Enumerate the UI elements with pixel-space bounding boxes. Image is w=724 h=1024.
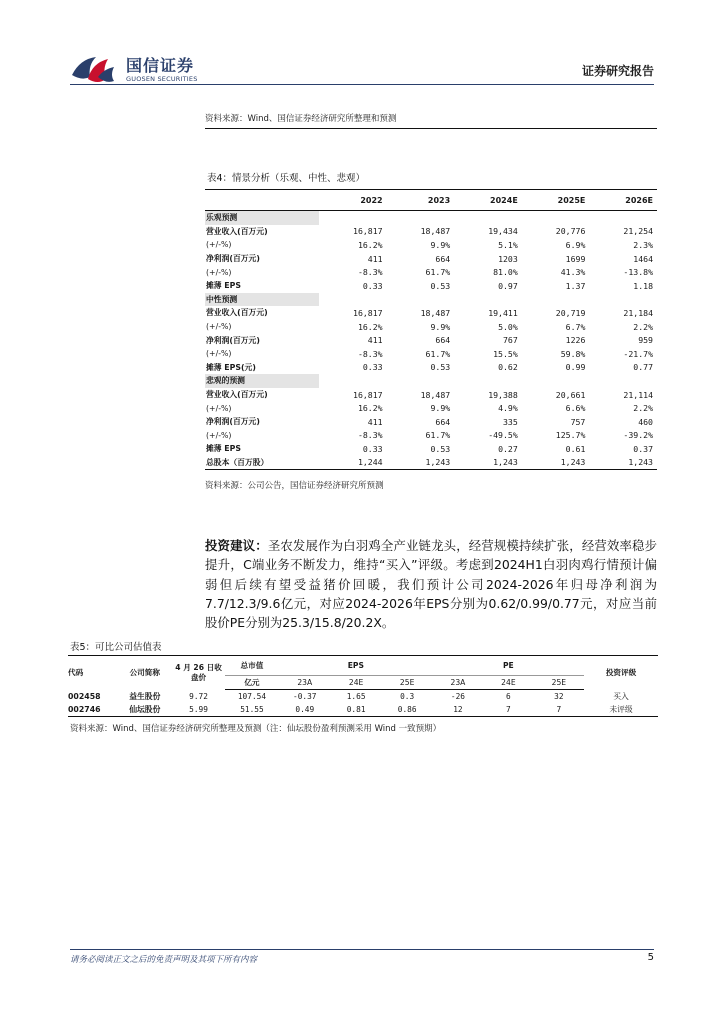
cell-mcap: 51.55: [225, 703, 279, 717]
row-value: 41.3%: [560, 267, 586, 278]
cell-pe: 6: [506, 692, 511, 701]
section-filler: [522, 374, 590, 388]
cell-price: 9.72: [189, 691, 208, 701]
cell-eps: -0.37: [293, 692, 317, 701]
row-value: 16.2%: [357, 403, 383, 414]
row-value: 2.2%: [633, 403, 653, 414]
section-filler: [387, 374, 455, 388]
row-label: 摊薄 EPS: [206, 281, 241, 291]
table-row: [205, 320, 657, 334]
row-label: 摊薄 EPS(元): [206, 362, 256, 372]
row-value: 61.7%: [425, 267, 451, 278]
section-filler: [454, 211, 522, 225]
row-value: 19,434: [488, 226, 518, 237]
row-value: -49.5%: [488, 430, 518, 441]
row-value: -8.3%: [357, 430, 383, 441]
table-row: [205, 415, 657, 429]
section-filler: [589, 293, 657, 307]
table-header-row: [68, 656, 658, 676]
row-value: 1464: [633, 253, 653, 264]
header-pe-year: 25E: [534, 676, 584, 690]
table4-source: 资料来源：公司公告，国信证券经济研究所预测: [205, 481, 384, 491]
cell-mcap: 107.54: [237, 692, 267, 701]
row-value: 2.2%: [633, 321, 653, 332]
table-row: [205, 347, 657, 361]
row-value: 1.37: [565, 280, 586, 291]
row-label: (+/-%): [206, 430, 232, 440]
row-label: (+/-%): [206, 349, 232, 359]
header-pe: PE: [433, 656, 584, 676]
row-value: 20,776: [555, 226, 586, 237]
header-pe-year: 23A: [433, 676, 484, 690]
row-value: -21.7%: [623, 348, 653, 359]
cell-name: 仙坛股份: [117, 703, 172, 717]
row-value: 20,719: [555, 307, 586, 318]
logo-en-text: GUOSEN SECURITIES: [126, 75, 198, 83]
row-value: 18,487: [420, 307, 451, 318]
row-value: 0.37: [633, 443, 653, 454]
header-year: 2022: [319, 190, 387, 211]
section-filler: [387, 211, 455, 225]
cell-eps: 0.3: [400, 692, 415, 701]
investment-advice: [205, 536, 657, 632]
table-row: [205, 306, 657, 320]
row-value: 0.53: [430, 280, 451, 291]
row-value: 16.2%: [357, 321, 383, 332]
advice-text: 圣农发展作为白羽鸡全产业链龙头，经营规模持续扩张，经营效率稳步提升，C端业务不断发力，维持“买入”评级。考虑到2024H1白羽肉鸡行情预计偏弱但后续有望受益猪价回暖，我们预计公司2024-2026年归母净利润为7.7/12.3/9.6亿元，对应2024-2026年EPS分别为0.62/0.99/0.77元，对应当前股价PE分别为25.3/15.8/20.2X。: [205, 538, 658, 631]
table-row: [205, 225, 657, 239]
source-divider: [205, 128, 657, 129]
row-value: 664: [435, 253, 451, 264]
row-value: 664: [435, 335, 451, 346]
section-filler: [522, 293, 590, 307]
row-value: 20,661: [555, 389, 586, 400]
row-value: 5.0%: [498, 321, 518, 332]
header-rating: 投资评级: [584, 656, 658, 690]
row-value: 19,388: [488, 389, 518, 400]
row-value: 16,817: [353, 389, 383, 400]
row-value: 21,114: [623, 389, 653, 400]
table-row: [205, 252, 657, 266]
section-filler: [522, 211, 590, 225]
row-value: 0.33: [362, 362, 383, 373]
section-filler: [589, 374, 657, 388]
row-value: 6.9%: [565, 239, 586, 250]
row-value: 1,243: [589, 456, 657, 470]
row-value: 6.6%: [565, 403, 586, 414]
header-code: 代码: [68, 656, 117, 690]
row-value: 16,817: [353, 226, 383, 237]
row-value: 2.3%: [633, 239, 653, 250]
row-value: 1.18: [633, 280, 653, 291]
row-value: 411: [367, 335, 383, 346]
row-value: 59.8%: [560, 348, 586, 359]
header-name: 公司简称: [117, 656, 172, 690]
table5-source: 资料来源：Wind、国信证券经济研究所整理及预测（注：仙坛股份盈利预测采用 Wind 一致预期）: [70, 724, 442, 734]
row-label: (+/-%): [206, 322, 232, 332]
cell-name: 益生股份: [129, 691, 161, 701]
table-row: [68, 703, 658, 717]
row-value: 460: [638, 416, 653, 427]
table-row: [205, 442, 657, 456]
row-value: 18,487: [420, 226, 451, 237]
header-eps-year: 24E: [331, 676, 382, 690]
row-value: 1226: [565, 335, 586, 346]
row-value: 61.7%: [425, 348, 451, 359]
row-value: 1203: [498, 253, 518, 264]
table-row: [205, 388, 657, 402]
header-divider: [70, 84, 654, 85]
section-title: 乐观预测: [205, 211, 319, 225]
cell-pe: 7: [483, 703, 533, 717]
report-type: 证券研究报告: [581, 64, 654, 78]
cell-code: 002746: [68, 703, 117, 717]
cell-eps: 0.81: [331, 703, 382, 717]
row-value: -8.3%: [357, 267, 383, 278]
table-row: [205, 361, 657, 375]
row-value: 1,243: [454, 456, 522, 470]
section-filler: [454, 374, 522, 388]
row-value: 0.33: [362, 443, 383, 454]
row-label: 摊薄 EPS: [206, 444, 241, 454]
row-value: 1,243: [387, 456, 455, 470]
row-value: 1,244: [319, 456, 387, 470]
row-value: 5.1%: [498, 239, 518, 250]
table5-caption: 表5：可比公司估值表: [70, 642, 162, 653]
row-value: 0.99: [565, 362, 586, 373]
row-value: 0.53: [430, 443, 451, 454]
cell-pe: 32: [554, 692, 564, 701]
header-year: 2025E: [522, 190, 590, 211]
row-value: 664: [435, 416, 451, 427]
section-title: 中性预测: [205, 293, 319, 307]
row-value: 1,243: [522, 456, 590, 470]
cell-eps: 0.49: [279, 703, 331, 717]
row-value: -8.3%: [357, 348, 383, 359]
row-value: 61.7%: [425, 430, 451, 441]
cell-rating: 未评级: [584, 703, 658, 717]
row-value: 959: [638, 335, 653, 346]
header-eps-year: 23A: [279, 676, 331, 690]
header-year: 2024E: [454, 190, 522, 211]
logo-cn-text: 国信证券: [126, 56, 195, 75]
row-label: 营业收入(百万元): [206, 390, 268, 400]
row-label: (+/-%): [206, 267, 232, 277]
row-value: -39.2%: [623, 430, 653, 441]
header-eps-year: 25E: [382, 676, 433, 690]
footer-disclaimer: 请务必阅读正文之后的免责声明及其项下所有内容: [70, 955, 258, 965]
header-year: 2023: [387, 190, 455, 211]
row-value: 9.9%: [430, 403, 451, 414]
row-label: 总股本（百万股）: [205, 456, 319, 470]
row-value: 125.7%: [555, 430, 586, 441]
row-value: 21,184: [623, 307, 653, 318]
row-value: 0.62: [498, 362, 518, 373]
section-filler: [319, 211, 387, 225]
section-row: [205, 293, 657, 307]
table-row: [205, 265, 657, 279]
row-value: 0.33: [362, 280, 383, 291]
header-mcap: 总市值: [225, 656, 279, 676]
source-top: 资料来源：Wind、国信证券经济研究所整理和预测: [205, 114, 397, 124]
row-value: 81.0%: [493, 267, 518, 278]
row-value: 18,487: [420, 389, 451, 400]
comparable-valuation-table: [68, 655, 658, 717]
header-mcap-unit: 亿元: [225, 676, 279, 690]
header-price: 4 月 26 日收盘价: [172, 656, 225, 690]
row-label: 净利润(百万元): [206, 335, 260, 345]
header-blank: [205, 190, 319, 211]
section-filler: [387, 293, 455, 307]
row-label: 净利润(百万元): [206, 417, 260, 427]
row-label: (+/-%): [206, 240, 232, 250]
row-value: 335: [502, 416, 518, 427]
row-value: 0.27: [498, 443, 518, 454]
table-row: [205, 333, 657, 347]
section-title: 悲观的预测: [205, 374, 319, 388]
row-value: 0.53: [430, 362, 451, 373]
section-filler: [319, 293, 387, 307]
advice-lead: 投资建议：: [205, 538, 268, 553]
guosen-logo: [70, 51, 210, 87]
row-value: 15.5%: [493, 348, 518, 359]
cell-pe: 12: [433, 703, 484, 717]
row-label: 净利润(百万元): [206, 254, 260, 264]
cell-pe: 7: [534, 703, 584, 717]
row-value: 16,817: [353, 307, 383, 318]
table-row: [205, 279, 657, 293]
footer-divider: [70, 949, 654, 950]
row-value: 16.2%: [357, 239, 383, 250]
section-row: [205, 211, 657, 225]
row-value: 4.9%: [498, 403, 518, 414]
header-eps: EPS: [279, 656, 433, 676]
row-value: 757: [570, 416, 586, 427]
cell-eps: 1.65: [346, 692, 366, 701]
row-value: 767: [502, 335, 518, 346]
row-value: 21,254: [623, 226, 653, 237]
row-value: 411: [367, 253, 383, 264]
row-value: 411: [367, 416, 383, 427]
row-value: 9.9%: [430, 239, 451, 250]
row-value: 0.61: [565, 443, 586, 454]
row-label: (+/-%): [206, 403, 232, 413]
table-row: [205, 429, 657, 443]
row-value: 9.9%: [430, 321, 451, 332]
section-row: [205, 374, 657, 388]
table-header-row: [205, 190, 657, 211]
row-label: 营业收入(百万元): [206, 226, 268, 236]
row-value: 0.77: [633, 362, 653, 373]
table4-caption: 表4：情景分析（乐观、中性、悲观）: [207, 173, 366, 184]
cell-rating: 买入: [613, 691, 629, 701]
section-filler: [454, 293, 522, 307]
page-number: 5: [647, 952, 654, 963]
section-filler: [589, 211, 657, 225]
row-value: 19,411: [488, 307, 518, 318]
row-value: 1699: [565, 253, 586, 264]
table-row: [205, 401, 657, 415]
row-value: -13.8%: [623, 267, 653, 278]
cell-pe: -26: [450, 692, 465, 701]
row-value: 6.7%: [565, 321, 586, 332]
cell-price: 5.99: [172, 703, 225, 717]
scenario-table: [205, 189, 657, 470]
table-row: [205, 238, 657, 252]
table-row: [68, 690, 658, 704]
row-value: 0.97: [498, 280, 518, 291]
row-label: 营业收入(百万元): [206, 308, 268, 318]
header-year: 2026E: [589, 190, 657, 211]
total-shares-row: [205, 456, 657, 470]
header-pe-year: 24E: [483, 676, 533, 690]
cell-code: 002458: [68, 691, 101, 701]
section-filler: [319, 374, 387, 388]
cell-eps: 0.86: [382, 703, 433, 717]
